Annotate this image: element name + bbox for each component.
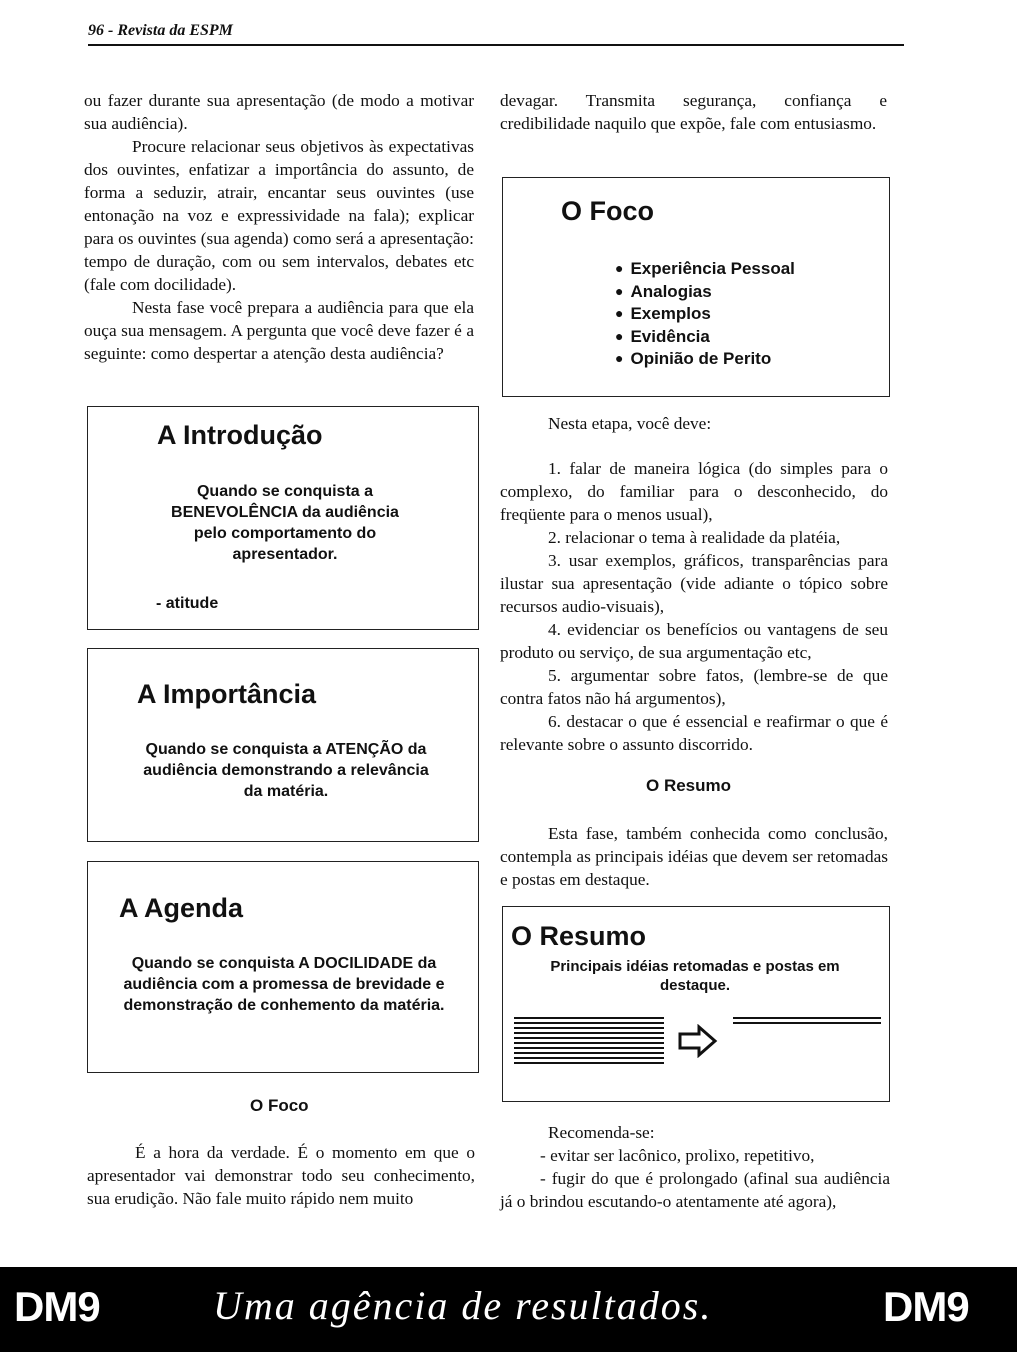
foco-text [87, 1141, 475, 1210]
list-item: 4. evidenciar os benefícios ou vantagens de seu produto ou serviço, de sua argumentação etc, [500, 620, 888, 662]
box-title: A Introdução [157, 420, 323, 450]
text-lines-graphic [514, 1017, 664, 1067]
paragraph: Esta fase, também conhecida como conclusão, contempla as principais idéias que devem ser retomadas e postas em destaque. [500, 824, 888, 889]
list-item: 5. argumentar sobre fatos, (lembre-se de que contra fatos não há argumentos), [500, 666, 888, 708]
paragraph: - fugir do que é prolongado (afinal sua audiência já o brindou escutando-o atentamente até agora), [500, 1169, 890, 1211]
paragraph: devagar. Transmita segurança, confiança e credibilidade naquilo que expõe, fale com entusiasmo. [500, 91, 887, 133]
recomenda-text [500, 1121, 890, 1213]
header-text: 96 - Revista da ESPM [88, 22, 233, 39]
list-item: ● Opinião de Perito [615, 348, 795, 371]
resumo-text [500, 822, 888, 891]
paragraph: Procure relacionar seus objetivos às expectativas dos ouvintes, enfatizar a importância do assunto, de forma a seduzir, atrair, encantar seus ouvintes (use entonação na voz e expressividade na fala); explicar para os ouvintes (sua agenda) como será a apresentação: tempo de duração, com ou sem intervalos, debates etc (fale com docilidade). [84, 137, 474, 294]
list-item: ● Evidência [615, 326, 795, 349]
box-resumo [502, 906, 890, 1102]
dm9-logo-left: DM9 [14, 1283, 100, 1330]
list-item: ● Experiência Pessoal [615, 258, 795, 281]
box-importancia [87, 648, 479, 842]
running-header [88, 22, 904, 46]
box-agenda [87, 861, 479, 1073]
box-introducao [87, 406, 479, 630]
right-intro-text [500, 89, 887, 135]
box-title: A Importância [137, 679, 317, 709]
dm9-logo-right: DM9 [883, 1283, 969, 1330]
list-item: ● Exemplos [615, 303, 795, 326]
text-lines-graphic [733, 1017, 881, 1027]
list-item: 3. usar exemplos, gráficos, transparências para ilustar sua apresentação (vide adiante o tópico sobre recursos audio-visuais), [500, 551, 888, 616]
paragraph: - evitar ser lacônico, prolixo, repetitivo, [540, 1146, 815, 1165]
list-item: 1. falar de maneira lógica (do simples para o complexo, do familiar para o desconhecido, do freqüente para o menos usual), [500, 459, 888, 524]
left-intro-text [84, 89, 474, 365]
box-title: O Foco [561, 196, 654, 226]
paragraph: ou fazer durante sua apresentação (de modo a motivar sua audiência). [84, 91, 474, 133]
box-body: Quando se conquista a BENEVOLÊNCIA da audiência pelo comportamento do apresentador. [171, 483, 399, 563]
ad-slogan: Uma agência de resultados. [213, 1283, 713, 1328]
footer-ad-banner [0, 1267, 1017, 1352]
section-heading-resumo: O Resumo [646, 776, 732, 795]
paragraph: Recomenda-se: [548, 1123, 655, 1142]
foco-list [615, 258, 795, 371]
list-item: ● Analogias [615, 281, 795, 304]
box-body: Principais idéias retomadas e postas em destaque. [550, 958, 840, 994]
paragraph: É a hora da verdade. É o momento em que o apresentador vai demonstrar todo seu conhecimento, sua erudição. Não fale muito rápido nem muito [87, 1143, 475, 1208]
paragraph: Nesta fase você prepara a audiência para que ela ouça sua mensagem. A pergunta que você deve fazer é a seguinte: como despertar a atenção desta audiência? [84, 298, 474, 363]
box-title: O Resumo [511, 921, 647, 951]
list-item: 2. relacionar o tema à realidade da platéia, [548, 528, 841, 547]
etapa-text [500, 412, 888, 756]
paragraph: Nesta etapa, você deve: [548, 414, 712, 433]
section-heading-foco: O Foco [250, 1096, 309, 1115]
box-foco [502, 177, 890, 397]
box-title: A Agenda [119, 893, 244, 923]
box-body: Quando se conquista A DOCILIDADE da audiência com a promessa de brevidade e demonstração de conhemento da matéria. [123, 955, 445, 1014]
list-item: 6. destacar o que é essencial e reafirmar o que é relevante sobre o assunto discorrido. [500, 712, 888, 754]
box-note: - atitude [156, 595, 219, 612]
arrow-right-icon [677, 1024, 719, 1058]
box-body: Quando se conquista a ATENÇÃO da audiência demonstrando a relevância da matéria. [143, 741, 429, 800]
